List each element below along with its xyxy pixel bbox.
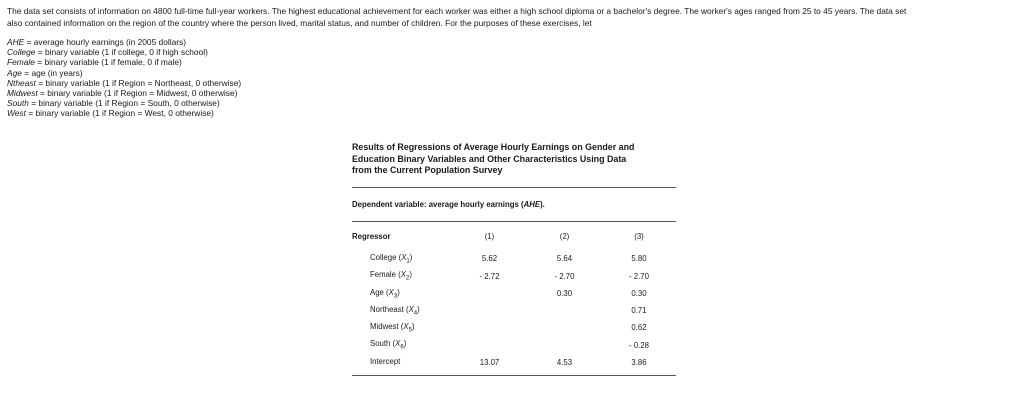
definition-west: West = binary variable (1 if Region = West, 0 otherwise) — [7, 108, 214, 119]
table-header-row — [352, 222, 676, 250]
definition-female: Female = binary variable (1 if female, 0 if male) — [7, 57, 182, 68]
table-row: Northeast $(X_4)$ 0.71 — [370, 304, 647, 317]
table-row: South $(X_6)$ - 0.28 — [370, 339, 649, 352]
dependent-variable-note: Dependent variable: average hourly earnings (AHE). — [352, 200, 545, 210]
intro-paragraph — [7, 6, 1017, 29]
table-row: Female $(X_2)$ - 2.72 - 2.70 - 2.70 — [370, 270, 649, 282]
definition-south: South = binary variable (1 if Region = South, 0 otherwise) — [7, 98, 220, 109]
variable-definitions — [7, 37, 241, 119]
definition-ntheast: Ntheast = binary variable (1 if Region = Northeast, 0 otherwise) — [7, 77, 242, 88]
table-title: Results of Regressions of Average Hourly Earnings on Gender and Education Binary Variables and Other Characteristics Using Data from the Current Population Survey — [352, 142, 635, 176]
definition-college: College = binary variable (1 if college, 0 if high school) — [7, 47, 208, 58]
table-row: College $(X_1)$ 5.62 5.64 5.80 — [370, 252, 647, 265]
col-header-2: (2) — [559, 231, 570, 241]
table-row: Midwest $(X_5)$ 0.62 — [370, 322, 647, 334]
definition-ahe: AHE = average hourly earnings (in 2005 dollars) — [7, 37, 187, 47]
col-header-1: (1) — [484, 231, 495, 241]
table-top-rule — [352, 187, 676, 188]
col-header-regressor: Regressor — [352, 231, 391, 241]
definition-age: Age = age (in years) — [7, 67, 83, 78]
col-header-3: (3) — [634, 231, 644, 241]
coefficients-table — [352, 222, 676, 371]
definition-midwest: Midwest = binary variable (1 if Region = Midwest, 0 otherwise) — [7, 88, 238, 99]
intro-line-1: The data set consists of information on 4800 full-time full-year workers. The highest educational achievement for each worker was either a high school diploma or a bachelor's degree. The worker's ages ranged from 25 to 45 years. The data set — [7, 6, 907, 16]
table-row: Intercept 13.07 4.53 3.86 — [370, 356, 647, 368]
table-bottom-rule — [352, 375, 676, 376]
regression-results-table — [352, 142, 676, 376]
intro-line-2: also contained information on the region of the country where the person lived, marital status, and number of children. For the purposes of these exercises, let — [7, 17, 592, 28]
table-row: Age $(X_3)$ 0.30 0.30 — [370, 287, 647, 300]
